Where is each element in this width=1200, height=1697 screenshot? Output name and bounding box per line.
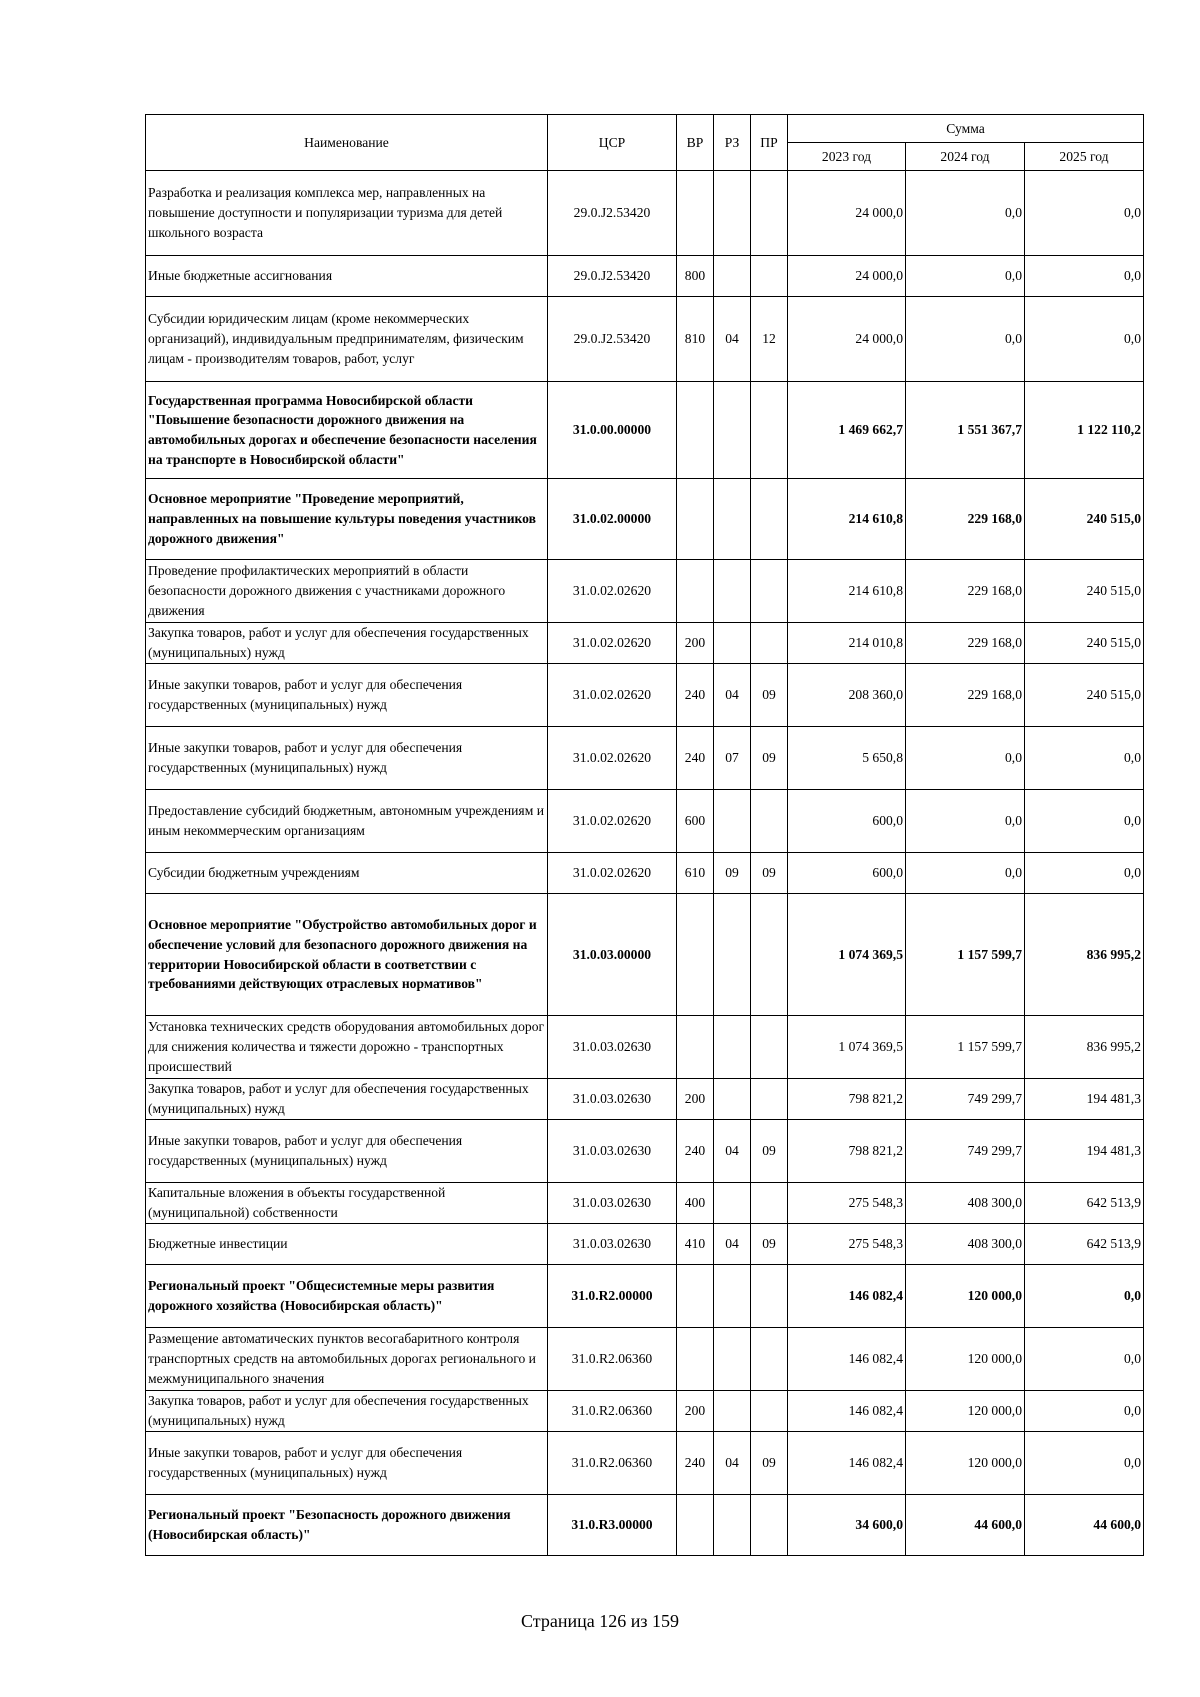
cell-2025: 0,0: [1025, 790, 1144, 853]
cell-2024: 120 000,0: [906, 1328, 1025, 1391]
cell-name: Предоставление субсидий бюджетным, автономным учреждениям и иным некоммерческим организациям: [146, 790, 548, 853]
cell-rz: 04: [714, 297, 751, 382]
cell-2023: 275 548,3: [788, 1224, 906, 1265]
header-name: Наименование: [146, 115, 548, 171]
cell-name: Закупка товаров, работ и услуг для обеспечения государственных (муниципальных) нужд: [146, 1079, 548, 1120]
cell-2025: 836 995,2: [1025, 1016, 1144, 1079]
cell-2023: 208 360,0: [788, 664, 906, 727]
cell-csr: 31.0.03.02630: [548, 1224, 677, 1265]
header-vr: ВР: [677, 115, 714, 171]
cell-name: Бюджетные инвестиции: [146, 1224, 548, 1265]
table-row: [146, 727, 1144, 790]
cell-name: Основное мероприятие "Проведение мероприятий, направленных на повышение культуры поведения участников дорожного движения": [146, 479, 548, 560]
cell-rz: 09: [714, 853, 751, 894]
cell-pr: [751, 1265, 788, 1328]
cell-pr: [751, 479, 788, 560]
cell-2025: 0,0: [1025, 1432, 1144, 1495]
cell-pr: [751, 171, 788, 256]
cell-vr: 240: [677, 664, 714, 727]
cell-rz: [714, 171, 751, 256]
cell-vr: [677, 1265, 714, 1328]
cell-csr: 31.0.03.02630: [548, 1016, 677, 1079]
cell-pr: 12: [751, 297, 788, 382]
cell-2024: 0,0: [906, 297, 1025, 382]
cell-rz: 04: [714, 1224, 751, 1265]
header-pr: ПР: [751, 115, 788, 171]
cell-2023: 146 082,4: [788, 1432, 906, 1495]
cell-2023: 5 650,8: [788, 727, 906, 790]
cell-2024: 0,0: [906, 727, 1025, 790]
page-number: Страница 126 из 159: [521, 1611, 679, 1631]
cell-name: Иные бюджетные ассигнования: [146, 256, 548, 297]
table-row: [146, 623, 1144, 664]
cell-2024: 44 600,0: [906, 1495, 1025, 1556]
cell-vr: [677, 171, 714, 256]
cell-name: Региональный проект "Безопасность дорожного движения (Новосибирская область)": [146, 1495, 548, 1556]
cell-pr: 09: [751, 1120, 788, 1183]
cell-2024: 408 300,0: [906, 1224, 1025, 1265]
cell-2025: 0,0: [1025, 1265, 1144, 1328]
cell-csr: 31.0.03.00000: [548, 894, 677, 1016]
cell-2025: 194 481,3: [1025, 1079, 1144, 1120]
cell-csr: 31.0.02.02620: [548, 623, 677, 664]
cell-2025: 0,0: [1025, 853, 1144, 894]
table-row: [146, 560, 1144, 623]
header-year-2024: 2024 год: [906, 143, 1025, 171]
cell-name: Субсидии бюджетным учреждениям: [146, 853, 548, 894]
cell-2024: 749 299,7: [906, 1120, 1025, 1183]
cell-rz: [714, 1183, 751, 1224]
cell-2024: 229 168,0: [906, 479, 1025, 560]
header-csr: ЦСР: [548, 115, 677, 171]
cell-name: Иные закупки товаров, работ и услуг для обеспечения государственных (муниципальных) нужд: [146, 727, 548, 790]
cell-2023: 146 082,4: [788, 1328, 906, 1391]
table-row: [146, 1183, 1144, 1224]
cell-pr: [751, 1391, 788, 1432]
cell-rz: 04: [714, 664, 751, 727]
cell-name: Закупка товаров, работ и услуг для обеспечения государственных (муниципальных) нужд: [146, 1391, 548, 1432]
cell-pr: [751, 1495, 788, 1556]
cell-name: Иные закупки товаров, работ и услуг для обеспечения государственных (муниципальных) нужд: [146, 1432, 548, 1495]
cell-rz: 07: [714, 727, 751, 790]
cell-csr: 31.0.R2.06360: [548, 1432, 677, 1495]
cell-2025: 0,0: [1025, 171, 1144, 256]
cell-2023: 275 548,3: [788, 1183, 906, 1224]
cell-vr: 200: [677, 1079, 714, 1120]
cell-vr: 610: [677, 853, 714, 894]
cell-vr: [677, 1016, 714, 1079]
cell-2023: 600,0: [788, 853, 906, 894]
table-row: [146, 1016, 1144, 1079]
cell-vr: 240: [677, 1432, 714, 1495]
cell-vr: 200: [677, 623, 714, 664]
budget-table: [145, 114, 1144, 1556]
cell-pr: [751, 894, 788, 1016]
cell-vr: 240: [677, 727, 714, 790]
cell-vr: [677, 479, 714, 560]
cell-2023: 214 610,8: [788, 560, 906, 623]
cell-name: Субсидии юридическим лицам (кроме некоммерческих организаций), индивидуальным предпринимателям, физическим лицам - производителям товаров, работ, услуг: [146, 297, 548, 382]
cell-pr: [751, 1079, 788, 1120]
cell-rz: [714, 1495, 751, 1556]
cell-2024: 229 168,0: [906, 664, 1025, 727]
cell-vr: [677, 560, 714, 623]
cell-2025: 44 600,0: [1025, 1495, 1144, 1556]
table-row: [146, 297, 1144, 382]
cell-csr: 31.0.03.02630: [548, 1079, 677, 1120]
cell-2025: 1 122 110,2: [1025, 382, 1144, 479]
cell-2025: 642 513,9: [1025, 1183, 1144, 1224]
table-row: [146, 664, 1144, 727]
table-row: [146, 171, 1144, 256]
cell-2023: 798 821,2: [788, 1120, 906, 1183]
cell-name: Иные закупки товаров, работ и услуг для обеспечения государственных (муниципальных) нужд: [146, 664, 548, 727]
cell-vr: 800: [677, 256, 714, 297]
table-header: [146, 115, 1144, 171]
cell-vr: [677, 894, 714, 1016]
cell-csr: 31.0.R2.06360: [548, 1328, 677, 1391]
cell-rz: [714, 382, 751, 479]
table-row: [146, 790, 1144, 853]
cell-pr: [751, 1183, 788, 1224]
cell-2024: 1 157 599,7: [906, 1016, 1025, 1079]
header-year-2025: 2025 год: [1025, 143, 1144, 171]
cell-csr: 31.0.02.02620: [548, 727, 677, 790]
cell-2025: 194 481,3: [1025, 1120, 1144, 1183]
cell-csr: 31.0.02.02620: [548, 853, 677, 894]
cell-2025: 240 515,0: [1025, 664, 1144, 727]
cell-rz: [714, 623, 751, 664]
table-row: [146, 853, 1144, 894]
header-year-2023: 2023 год: [788, 143, 906, 171]
table-row: [146, 1495, 1144, 1556]
cell-2023: 24 000,0: [788, 256, 906, 297]
cell-2023: 24 000,0: [788, 297, 906, 382]
cell-csr: 29.0.J2.53420: [548, 297, 677, 382]
cell-2025: 0,0: [1025, 1328, 1144, 1391]
table-body: [146, 171, 1144, 1556]
cell-pr: 09: [751, 727, 788, 790]
cell-2023: 146 082,4: [788, 1391, 906, 1432]
cell-rz: [714, 1265, 751, 1328]
cell-pr: [751, 256, 788, 297]
cell-csr: 31.0.02.02620: [548, 560, 677, 623]
cell-2024: 0,0: [906, 790, 1025, 853]
table-row: [146, 1328, 1144, 1391]
cell-name: Установка технических средств оборудования автомобильных дорог для снижения количества и тяжести дорожно - транспортных происшествий: [146, 1016, 548, 1079]
cell-name: Государственная программа Новосибирской области "Повышение безопасности дорожного движения на автомобильных дорогах и обеспечение безопасности населения на транспорте в Новосибирской области": [146, 382, 548, 479]
cell-csr: 31.0.02.00000: [548, 479, 677, 560]
cell-2023: 1 469 662,7: [788, 382, 906, 479]
cell-2024: 229 168,0: [906, 623, 1025, 664]
cell-vr: [677, 1328, 714, 1391]
cell-vr: 400: [677, 1183, 714, 1224]
cell-csr: 31.0.02.02620: [548, 790, 677, 853]
cell-2024: 120 000,0: [906, 1432, 1025, 1495]
cell-pr: [751, 790, 788, 853]
cell-name: Капитальные вложения в объекты государственной (муниципальной) собственности: [146, 1183, 548, 1224]
table-row: [146, 894, 1144, 1016]
table-row: [146, 382, 1144, 479]
cell-2024: 229 168,0: [906, 560, 1025, 623]
cell-2025: 0,0: [1025, 727, 1144, 790]
cell-2023: 214 010,8: [788, 623, 906, 664]
cell-rz: 04: [714, 1120, 751, 1183]
cell-2024: 0,0: [906, 256, 1025, 297]
cell-vr: 600: [677, 790, 714, 853]
cell-rz: [714, 1016, 751, 1079]
cell-csr: 31.0.R3.00000: [548, 1495, 677, 1556]
cell-rz: [714, 560, 751, 623]
cell-2023: 146 082,4: [788, 1265, 906, 1328]
cell-2024: 0,0: [906, 853, 1025, 894]
cell-csr: 29.0.J2.53420: [548, 256, 677, 297]
cell-name: Проведение профилактических мероприятий в области безопасности дорожного движения с участниками дорожного движения: [146, 560, 548, 623]
cell-2023: 1 074 369,5: [788, 894, 906, 1016]
table-row: [146, 1120, 1144, 1183]
header-sum: Сумма: [788, 115, 1144, 143]
cell-vr: 240: [677, 1120, 714, 1183]
cell-pr: 09: [751, 1224, 788, 1265]
cell-2025: 0,0: [1025, 1391, 1144, 1432]
table-row: [146, 1079, 1144, 1120]
cell-vr: 810: [677, 297, 714, 382]
cell-pr: 09: [751, 664, 788, 727]
cell-vr: 410: [677, 1224, 714, 1265]
cell-2025: 240 515,0: [1025, 560, 1144, 623]
cell-rz: 04: [714, 1432, 751, 1495]
cell-pr: [751, 1328, 788, 1391]
cell-pr: [751, 382, 788, 479]
cell-rz: [714, 256, 751, 297]
cell-vr: 200: [677, 1391, 714, 1432]
cell-2023: 214 610,8: [788, 479, 906, 560]
cell-rz: [714, 1391, 751, 1432]
cell-csr: 29.0.J2.53420: [548, 171, 677, 256]
cell-pr: [751, 623, 788, 664]
table-row: [146, 1265, 1144, 1328]
cell-vr: [677, 382, 714, 479]
cell-2025: 240 515,0: [1025, 479, 1144, 560]
cell-2024: 1 157 599,7: [906, 894, 1025, 1016]
cell-csr: 31.0.02.02620: [548, 664, 677, 727]
cell-pr: 09: [751, 853, 788, 894]
cell-name: Основное мероприятие "Обустройство автомобильных дорог и обеспечение условий для безопасного дорожного движения на территории Новосибирской области в соответствии с требованиями действующих отраслевых нормативов": [146, 894, 548, 1016]
cell-2025: 836 995,2: [1025, 894, 1144, 1016]
cell-2025: 0,0: [1025, 297, 1144, 382]
cell-csr: 31.0.03.02630: [548, 1120, 677, 1183]
cell-csr: 31.0.00.00000: [548, 382, 677, 479]
cell-csr: 31.0.R2.06360: [548, 1391, 677, 1432]
header-rz: РЗ: [714, 115, 751, 171]
cell-2023: 798 821,2: [788, 1079, 906, 1120]
cell-name: Размещение автоматических пунктов весогабаритного контроля транспортных средств на автомобильных дорогах регионального и межмуниципального значения: [146, 1328, 548, 1391]
cell-2023: 1 074 369,5: [788, 1016, 906, 1079]
cell-pr: [751, 560, 788, 623]
cell-vr: [677, 1495, 714, 1556]
cell-name: Разработка и реализация комплекса мер, направленных на повышение доступности и популяризации туризма для детей школьного возраста: [146, 171, 548, 256]
cell-name: Закупка товаров, работ и услуг для обеспечения государственных (муниципальных) нужд: [146, 623, 548, 664]
cell-2024: 749 299,7: [906, 1079, 1025, 1120]
budget-table-container: [145, 114, 1143, 1556]
cell-rz: [714, 479, 751, 560]
cell-2024: 120 000,0: [906, 1265, 1025, 1328]
cell-rz: [714, 790, 751, 853]
cell-2024: 1 551 367,7: [906, 382, 1025, 479]
cell-2025: 0,0: [1025, 256, 1144, 297]
cell-rz: [714, 1328, 751, 1391]
table-row: [146, 256, 1144, 297]
cell-name: Иные закупки товаров, работ и услуг для обеспечения государственных (муниципальных) нужд: [146, 1120, 548, 1183]
cell-pr: [751, 1016, 788, 1079]
table-row: [146, 1224, 1144, 1265]
cell-csr: 31.0.R2.00000: [548, 1265, 677, 1328]
cell-csr: 31.0.03.02630: [548, 1183, 677, 1224]
cell-2024: 120 000,0: [906, 1391, 1025, 1432]
table-row: [146, 1432, 1144, 1495]
table-row: [146, 479, 1144, 560]
cell-2024: 0,0: [906, 171, 1025, 256]
cell-2024: 408 300,0: [906, 1183, 1025, 1224]
cell-rz: [714, 1079, 751, 1120]
cell-pr: 09: [751, 1432, 788, 1495]
cell-2023: 34 600,0: [788, 1495, 906, 1556]
table-row: [146, 1391, 1144, 1432]
cell-rz: [714, 894, 751, 1016]
cell-2025: 642 513,9: [1025, 1224, 1144, 1265]
cell-name: Региональный проект "Общесистемные меры развития дорожного хозяйства (Новосибирская область)": [146, 1265, 548, 1328]
cell-2023: 600,0: [788, 790, 906, 853]
cell-2023: 24 000,0: [788, 171, 906, 256]
cell-2025: 240 515,0: [1025, 623, 1144, 664]
